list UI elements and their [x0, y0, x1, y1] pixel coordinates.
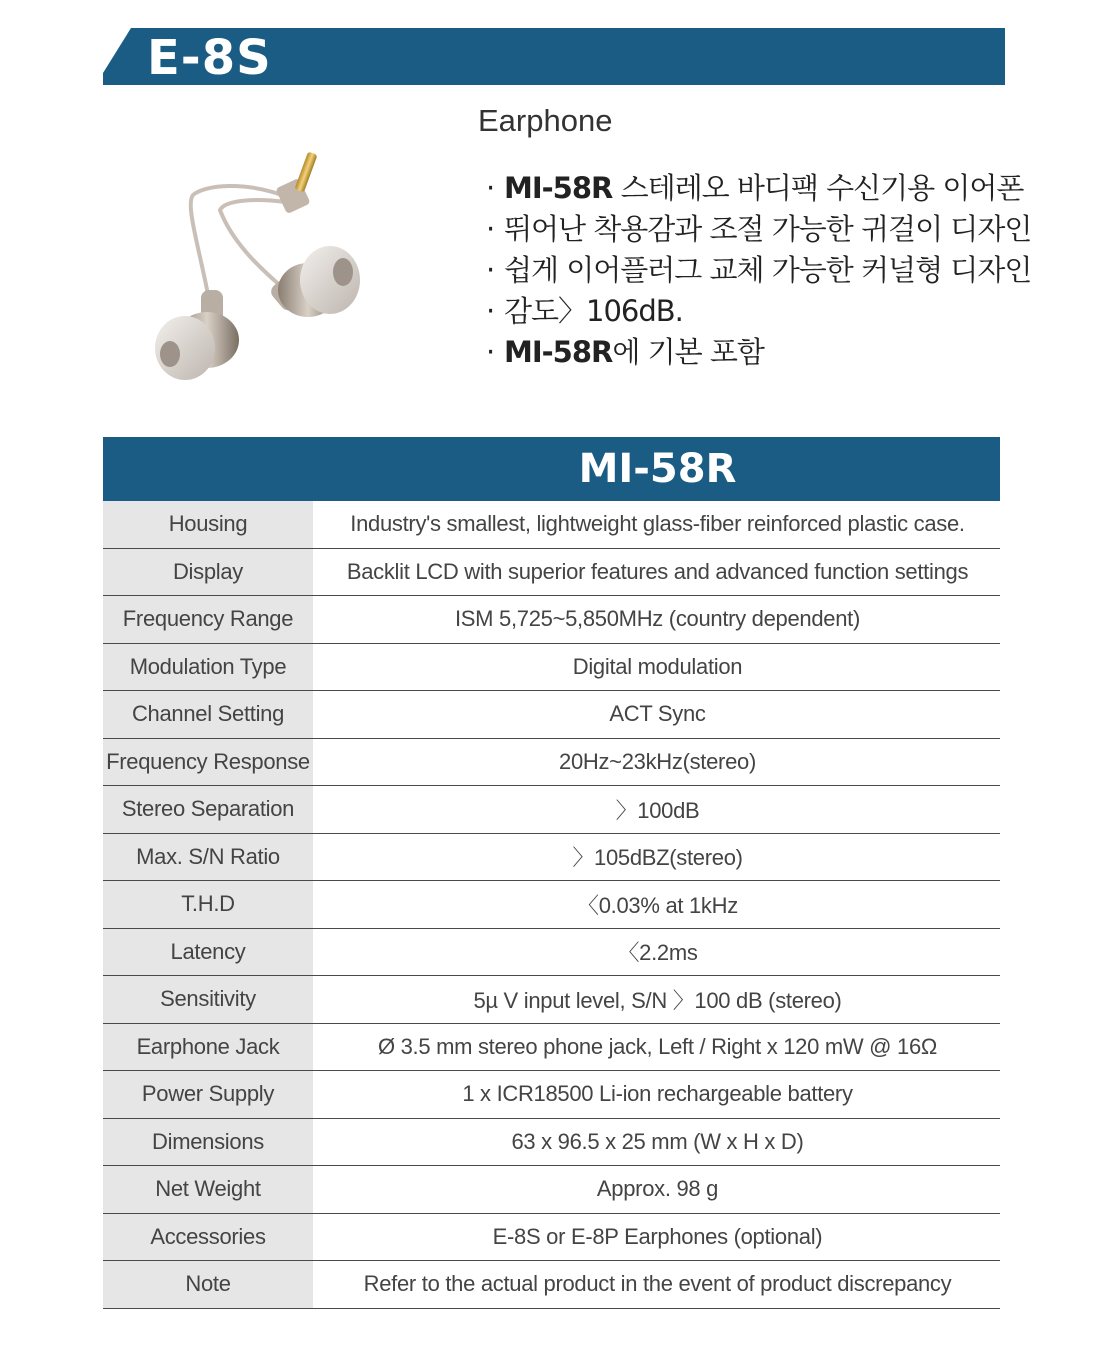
spec-label: Power Supply: [103, 1071, 315, 1118]
spec-label: Frequency Response: [103, 739, 315, 786]
spec-label: Modulation Type: [103, 644, 315, 691]
spec-row: [103, 929, 1000, 977]
spec-value: 20Hz~23kHz(stereo): [559, 748, 756, 774]
spec-row: [103, 834, 1000, 882]
spec-row: [103, 739, 1000, 787]
spec-table-header: [103, 437, 1000, 501]
spec-row: [103, 549, 1000, 597]
spec-label: Earphone Jack: [103, 1024, 315, 1071]
spec-row: [103, 501, 1000, 549]
spec-value: 〈0.03% at 1kHz: [577, 892, 738, 918]
spec-table: [103, 437, 1000, 1309]
spec-row: [103, 644, 1000, 692]
feature-item: · 감도〉106dB.: [486, 294, 683, 328]
spec-row: [103, 596, 1000, 644]
spec-label: Note: [103, 1261, 315, 1308]
spec-label: Display: [103, 549, 315, 596]
spec-table-title: MI-58R: [578, 446, 737, 492]
spec-value: Approx. 98 g: [596, 1176, 719, 1202]
spec-label: Housing: [103, 501, 315, 548]
spec-label: Max. S/N Ratio: [103, 834, 315, 881]
spec-value: 〉105dBZ(stereo): [572, 845, 743, 871]
spec-row: [103, 1214, 1000, 1262]
spec-value: 1 x ICR18500 Li-ion rechargeable battery: [462, 1081, 853, 1107]
spec-label: Channel Setting: [103, 691, 315, 738]
feature-item: · 쉽게 이어플러그 교체 가능한 커널형 디자인: [486, 253, 1032, 287]
spec-row: [103, 691, 1000, 739]
spec-value: 5µ V input level, S/N 〉100 dB (stereo): [473, 987, 842, 1013]
spec-value: Digital modulation: [572, 653, 743, 679]
spec-value: Refer to the actual product in the event of product discrepancy: [363, 1271, 952, 1297]
spec-value: ISM 5,725~5,850MHz (country dependent): [454, 606, 860, 632]
feature-list: [486, 168, 1031, 373]
spec-label: Accessories: [103, 1214, 315, 1261]
spec-value: 63 x 96.5 x 25 mm (W x H x D): [511, 1128, 804, 1154]
spec-label: T.H.D: [103, 881, 315, 928]
spec-row: [103, 881, 1000, 929]
product-subtitle: Earphone: [478, 103, 613, 138]
spec-value: Industry's smallest, lightweight glass-fiber reinforced plastic case.: [350, 511, 965, 537]
spec-row: [103, 1071, 1000, 1119]
spec-value: ACT Sync: [609, 701, 706, 727]
spec-row: [103, 976, 1000, 1024]
spec-label: Stereo Separation: [103, 786, 315, 833]
spec-row: [103, 1261, 1000, 1309]
earphone-product-image: [125, 140, 375, 385]
feature-item: · 뛰어난 착용감과 조절 가능한 귀걸이 디자인: [486, 212, 1032, 246]
feature-item: · MI-58R에 기본 포함: [486, 335, 764, 369]
spec-value: 〈2.2ms: [617, 940, 698, 966]
spec-label: Sensitivity: [103, 976, 315, 1023]
product-title: E-8S: [147, 30, 272, 86]
spec-row: [103, 1166, 1000, 1214]
spec-value: 〉100dB: [615, 797, 700, 823]
spec-value: Ø 3.5 mm stereo phone jack, Left / Right x 120 mW @ 16Ω: [377, 1033, 938, 1059]
spec-value: Backlit LCD with superior features and advanced function settings: [346, 558, 969, 584]
spec-row: [103, 1024, 1000, 1072]
spec-value: E-8S or E-8P Earphones (optional): [492, 1223, 823, 1249]
spec-label: Latency: [103, 929, 315, 976]
title-banner: [103, 28, 1005, 85]
spec-row: [103, 786, 1000, 834]
spec-label: Net Weight: [103, 1166, 315, 1213]
spec-label: Frequency Range: [103, 596, 315, 643]
spec-row: [103, 1119, 1000, 1167]
feature-item: · MI-58R 스테레오 바디팩 수신기용 이어폰: [486, 171, 1024, 205]
spec-label: Dimensions: [103, 1119, 315, 1166]
